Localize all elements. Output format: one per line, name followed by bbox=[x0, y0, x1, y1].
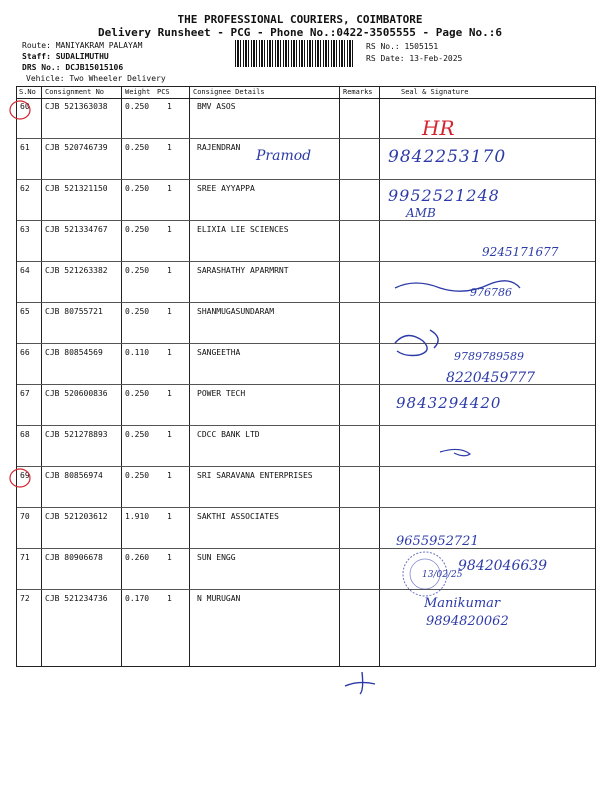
row-sno: 65 bbox=[20, 307, 30, 316]
row-pcs: 1 bbox=[167, 102, 172, 111]
row-consignee: SREE AYYAPPA bbox=[197, 184, 255, 193]
rs-number: RS No.: 1505151 bbox=[366, 42, 439, 51]
row-consignment: CJB 80906678 bbox=[45, 553, 103, 562]
handwritten-phone: 9842253170 bbox=[388, 147, 507, 167]
row-consignee: SAKTHI ASSOCIATES bbox=[197, 512, 279, 521]
red-circle-mark bbox=[10, 469, 30, 487]
row-consignment: CJB 521263382 bbox=[45, 266, 108, 275]
row-consignment: CJB 80755721 bbox=[45, 307, 103, 316]
row-sno: 68 bbox=[20, 430, 30, 439]
handwritten-phone: 9655952721 bbox=[396, 534, 479, 549]
row-consignment: CJB 521203612 bbox=[45, 512, 108, 521]
row-sno: 62 bbox=[20, 184, 30, 193]
vehicle-label: Vehicle: Two Wheeler Delivery bbox=[26, 74, 166, 83]
row-consignment: CJB 521278893 bbox=[45, 430, 108, 439]
row-consignment: CJB 521234736 bbox=[45, 594, 108, 603]
handwritten-name: Pramod bbox=[256, 148, 312, 164]
handwritten-phone: 9789789589 bbox=[454, 350, 524, 363]
rs-date: RS Date: 13-Feb-2025 bbox=[366, 54, 463, 63]
row-sno: 67 bbox=[20, 389, 30, 398]
row-pcs: 1 bbox=[167, 307, 172, 316]
row-consignment: CJB 521363038 bbox=[45, 102, 108, 111]
row-pcs: 1 bbox=[167, 266, 172, 275]
red-circle-mark bbox=[10, 101, 30, 119]
row-consignment: CJB 521334767 bbox=[45, 225, 108, 234]
row-pcs: 1 bbox=[167, 430, 172, 439]
row-weight: 0.250 bbox=[125, 389, 150, 398]
row-pcs: 1 bbox=[167, 389, 172, 398]
handwritten-note: AMB bbox=[406, 206, 436, 220]
row-sno: 70 bbox=[20, 512, 30, 521]
handwritten-phone: 9843294420 bbox=[396, 394, 502, 412]
row-consignment: CJB 80856974 bbox=[45, 471, 103, 480]
col-consignee: Consignee Details bbox=[193, 88, 265, 96]
col-pcs: PCS bbox=[157, 88, 170, 96]
signature-scribble bbox=[395, 330, 438, 356]
row-pcs: 1 bbox=[167, 594, 172, 603]
row-pcs: 1 bbox=[167, 471, 172, 480]
handwritten-phone: 9894820062 bbox=[426, 614, 509, 629]
col-remarks: Remarks bbox=[343, 88, 373, 96]
route-label: Route: MANIYAKRAM PALAYAM bbox=[22, 41, 143, 50]
row-pcs: 1 bbox=[167, 553, 172, 562]
handwritten-phone: 8220459777 bbox=[446, 370, 536, 386]
col-weight: Weight bbox=[125, 88, 151, 96]
row-weight: 0.250 bbox=[125, 184, 150, 193]
row-sno: 64 bbox=[20, 266, 30, 275]
row-pcs: 1 bbox=[167, 143, 172, 152]
row-consignee: POWER TECH bbox=[197, 389, 246, 398]
row-weight: 0.260 bbox=[125, 553, 150, 562]
row-consignee: N MURUGAN bbox=[197, 594, 241, 603]
row-sno: 63 bbox=[20, 225, 30, 234]
row-pcs: 1 bbox=[167, 225, 172, 234]
row-sno: 61 bbox=[20, 143, 30, 152]
handwritten-signature: HR bbox=[422, 116, 455, 140]
handwritten-date: 13/02/25 bbox=[422, 570, 463, 580]
row-weight: 0.250 bbox=[125, 307, 150, 316]
row-consignee: SRI SARAVANA ENTERPRISES bbox=[197, 471, 313, 480]
row-weight: 0.250 bbox=[125, 143, 150, 152]
row-weight: 0.170 bbox=[125, 594, 150, 603]
row-consignee: SHANMUGASUNDARAM bbox=[197, 307, 275, 316]
col-consignment: Consignment No bbox=[45, 88, 105, 96]
col-sno: S.No bbox=[19, 88, 36, 96]
row-sno: 69 bbox=[20, 471, 30, 480]
runsheet-subtitle: Delivery Runsheet - PCG - Phone No.:0422-3505555 - Page No.:6 bbox=[98, 26, 502, 39]
row-sno: 71 bbox=[20, 553, 30, 562]
row-consignment: CJB 521321150 bbox=[45, 184, 108, 193]
row-consignee: BMV ASOS bbox=[197, 102, 236, 111]
row-weight: 0.250 bbox=[125, 471, 150, 480]
row-weight: 0.250 bbox=[125, 430, 150, 439]
drs-label: DRS No.: DCJB15015106 bbox=[22, 63, 124, 72]
row-weight: 0.250 bbox=[125, 225, 150, 234]
signature-scribble bbox=[440, 449, 470, 455]
row-pcs: 1 bbox=[167, 184, 172, 193]
row-sno: 72 bbox=[20, 594, 30, 603]
row-consignment: CJB 80854569 bbox=[45, 348, 103, 357]
handwritten-name: Manikumar bbox=[424, 596, 501, 611]
row-consignee: RAJENDRAN bbox=[197, 143, 241, 152]
row-sno: 60 bbox=[20, 102, 30, 111]
row-consignment: CJB 520600836 bbox=[45, 389, 108, 398]
staff-label: Staff: SUDALIMUTHU bbox=[22, 52, 109, 61]
row-consignee: SANGEETHA bbox=[197, 348, 241, 357]
row-consignee: ELIXIA LIE SCIENCES bbox=[197, 225, 289, 234]
row-consignment: CJB 520746739 bbox=[45, 143, 108, 152]
row-weight: 0.250 bbox=[125, 102, 150, 111]
row-weight: 1.910 bbox=[125, 512, 150, 521]
handwritten-phone: 976786 bbox=[470, 286, 512, 299]
handwritten-phone: 9245171677 bbox=[482, 245, 559, 259]
row-consignee: SUN ENGG bbox=[197, 553, 236, 562]
handwritten-phone: 9842046639 bbox=[458, 558, 548, 574]
handwritten-phone: 9952521248 bbox=[388, 186, 500, 205]
signature-scribble bbox=[345, 672, 375, 694]
row-sno: 66 bbox=[20, 348, 30, 357]
row-weight: 0.110 bbox=[125, 348, 150, 357]
row-consignee: SARASHATHY APARMRNT bbox=[197, 266, 289, 275]
row-weight: 0.250 bbox=[125, 266, 150, 275]
col-seal: Seal & Signature bbox=[401, 88, 469, 96]
row-pcs: 1 bbox=[167, 512, 172, 521]
row-pcs: 1 bbox=[167, 348, 172, 357]
company-title: THE PROFESSIONAL COURIERS, COIMBATORE bbox=[177, 13, 423, 26]
row-consignee: CDCC BANK LTD bbox=[197, 430, 260, 439]
